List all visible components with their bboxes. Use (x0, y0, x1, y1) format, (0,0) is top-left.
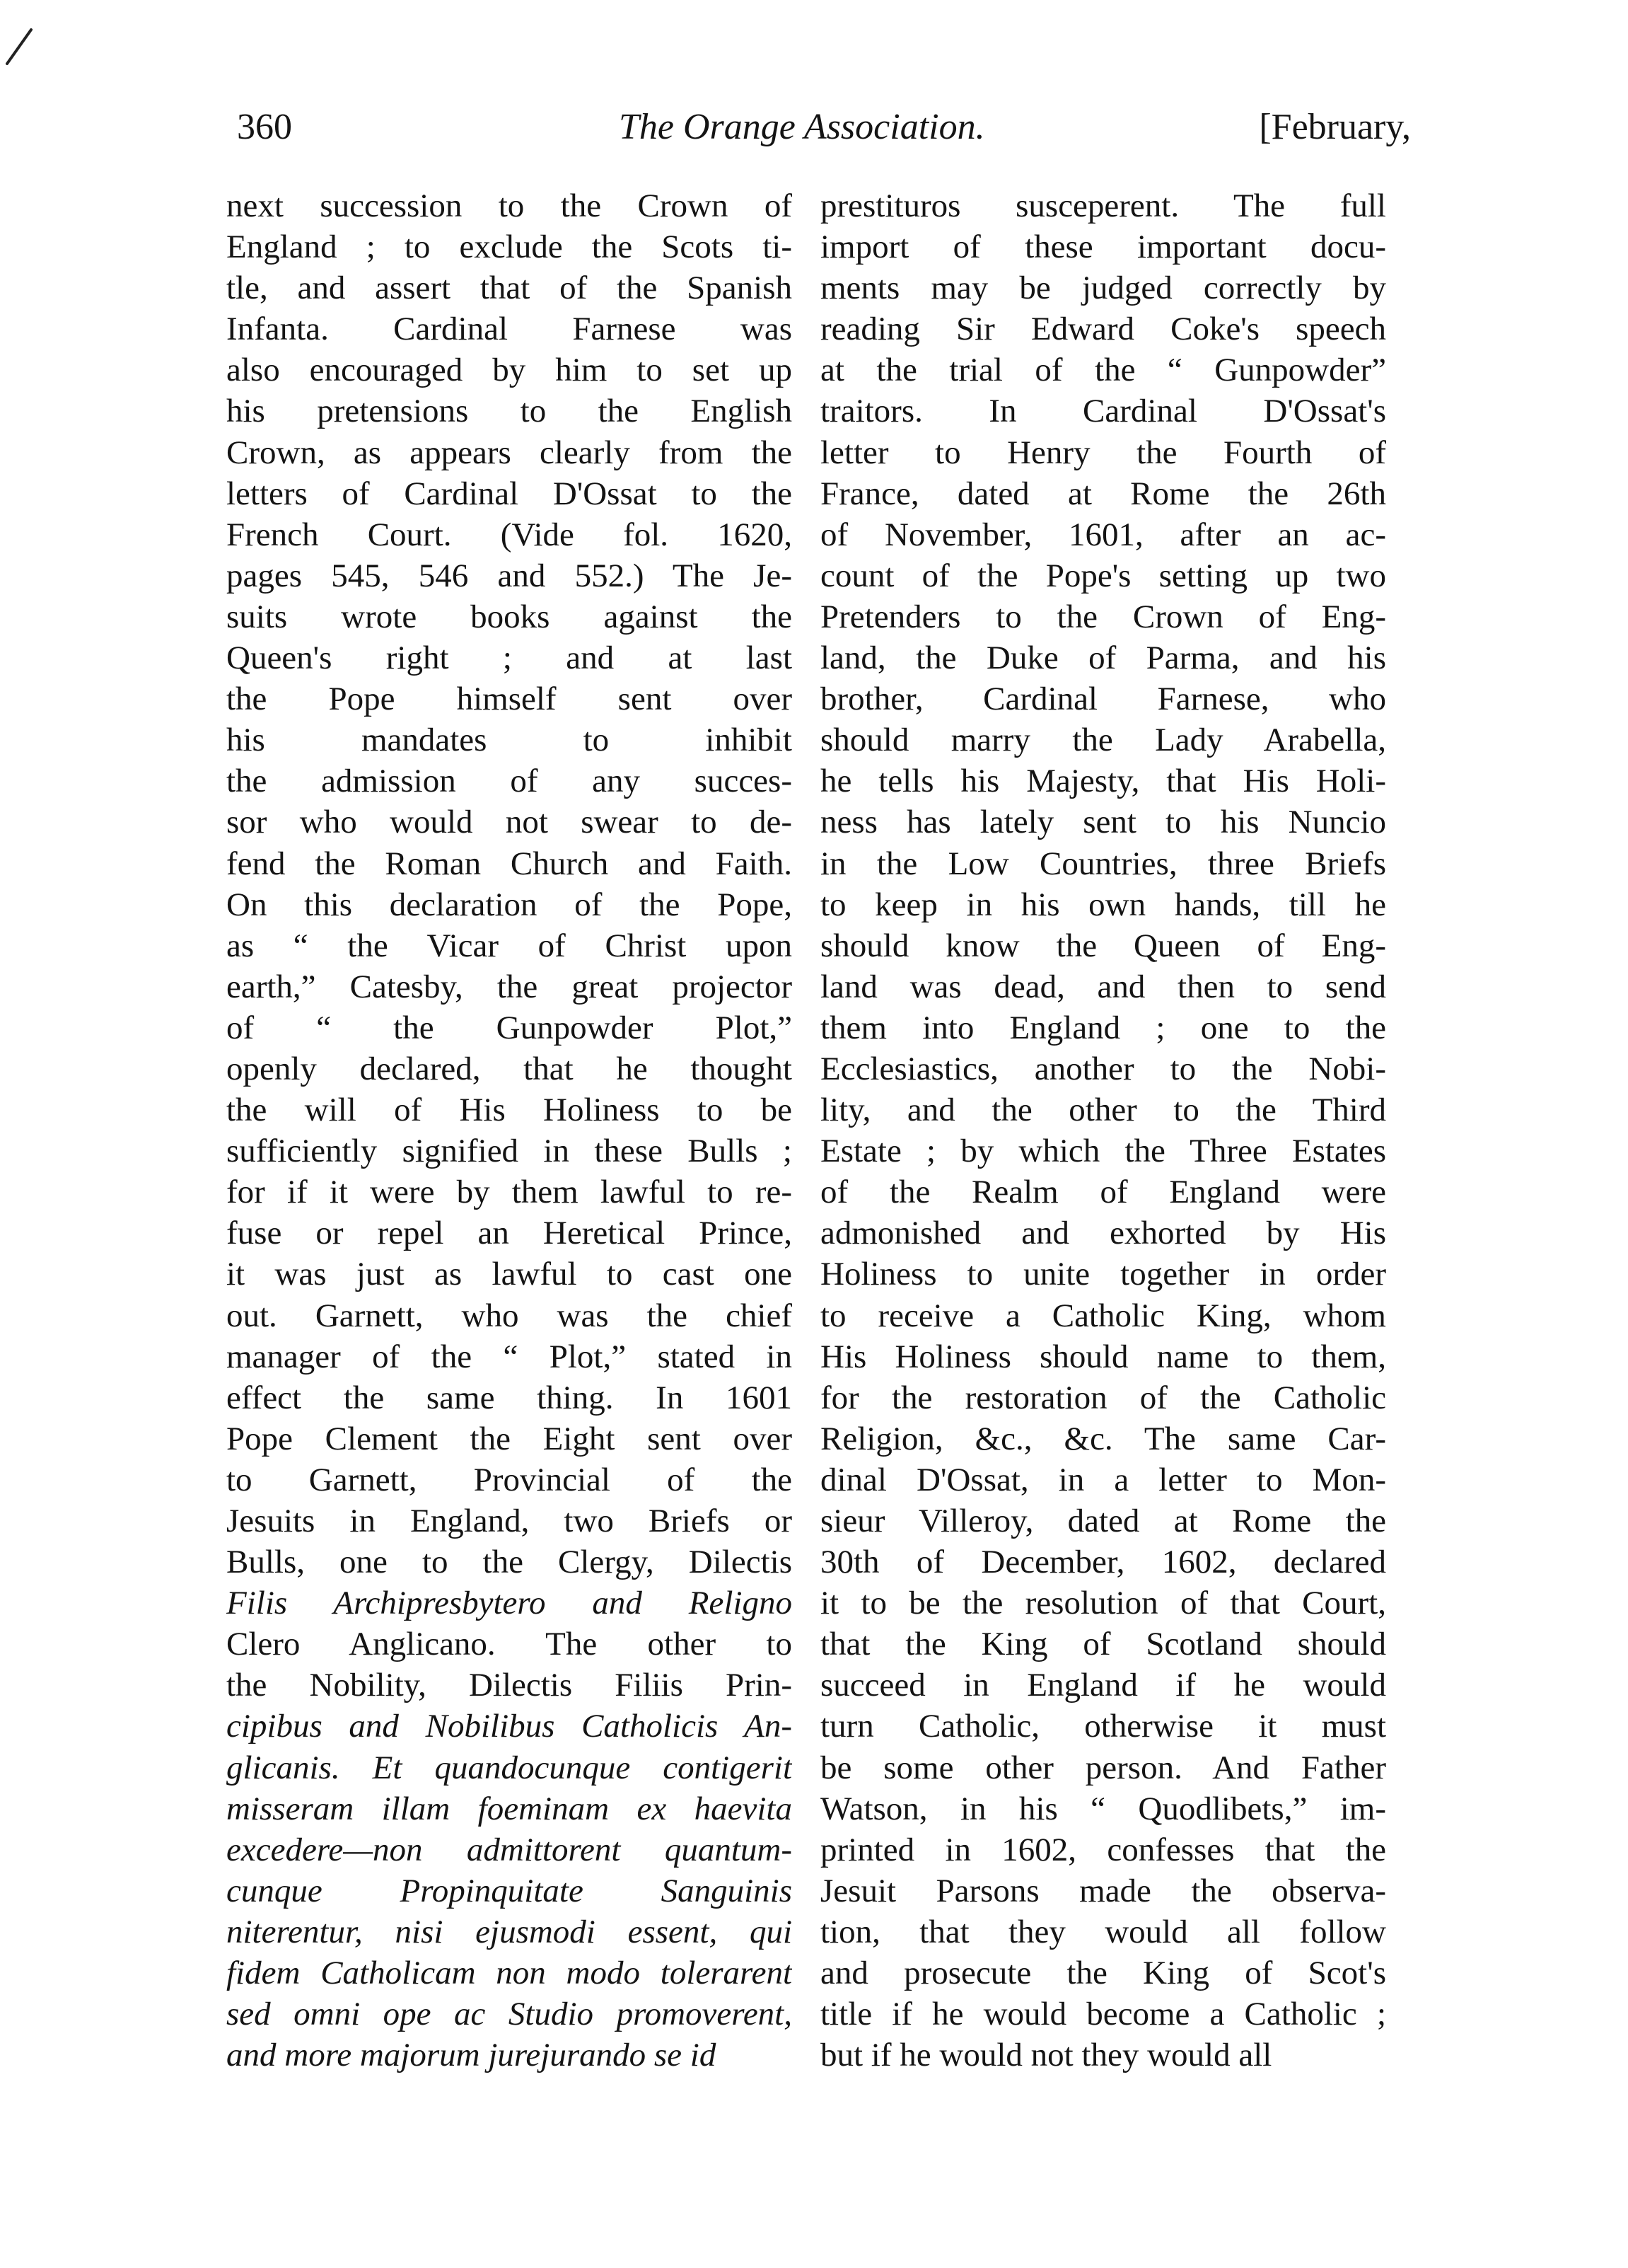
left-column-line: French Court. (Vide fol. 1620, (226, 516, 792, 553)
right-column-line: prestituros susceperent. The full (820, 187, 1386, 224)
left-column-line: excedere—non admittorent quantum- (226, 1831, 792, 1868)
right-column-line: at the trial of the “ Gunpowder” (820, 352, 1386, 389)
pen-stroke-mark (3, 25, 45, 68)
left-column-line: to Garnett, Provincial of the (226, 1461, 792, 1498)
left-column-line: the admission of any succes- (226, 763, 792, 800)
right-column-line: ments may be judged correctly by (820, 270, 1386, 307)
left-column-line: Infanta. Cardinal Farnese was (226, 311, 792, 348)
right-column-line: it to be the resolution of that Court, (820, 1585, 1386, 1622)
page-number: 360 (237, 107, 292, 147)
left-column-line: Queen's right ; and at last (226, 640, 792, 677)
left-column-line: niterentur, nisi ejusmodi essent, qui (226, 1913, 792, 1950)
left-column-line: manager of the “ Plot,” stated in (226, 1338, 792, 1375)
left-column-line: suits wrote books against the (226, 598, 792, 635)
right-column-line: France, dated at Rome the 26th (820, 475, 1386, 512)
right-column-line: Holiness to unite together in order (820, 1256, 1386, 1293)
right-column-line: for the restoration of the Catholic (820, 1379, 1386, 1416)
right-column-line: letter to Henry the Fourth of (820, 434, 1386, 471)
left-column-line: sufficiently signified in these Bulls ; (226, 1133, 792, 1170)
right-column-line: but if he would not they would all (820, 2037, 1272, 2074)
left-column-line: England ; to exclude the Scots ti- (226, 228, 792, 266)
left-column-line: and more majorum jurejurando se id (226, 2037, 716, 2074)
left-column-line: Bulls, one to the Clergy, Dilectis (226, 1544, 792, 1581)
right-column-line: them into England ; one to the (820, 1009, 1386, 1046)
right-column-line: 30th of December, 1602, declared (820, 1544, 1386, 1581)
left-column-line: his pretensions to the English (226, 393, 792, 430)
left-column-line: Jesuits in England, two Briefs or (226, 1503, 792, 1539)
right-column-line: printed in 1602, confesses that the (820, 1831, 1386, 1868)
right-column-line: ness has lately sent to his Nuncio (820, 804, 1386, 841)
right-column-line: and prosecute the King of Scot's (820, 1955, 1386, 1992)
left-column-line: earth,” Catesby, the great projector (226, 968, 792, 1005)
left-column-line: it was just as lawful to cast one (226, 1256, 792, 1293)
right-column-line: turn Catholic, otherwise it must (820, 1708, 1386, 1745)
left-column-line: of “ the Gunpowder Plot,” (226, 1009, 792, 1046)
left-text-column (226, 185, 792, 2076)
right-column-line: reading Sir Edward Coke's speech (820, 311, 1386, 348)
right-column-line: Watson, in his “ Quodlibets,” im- (820, 1790, 1386, 1827)
left-column-line: fend the Roman Church and Faith. (226, 845, 792, 882)
right-column-line: Jesuit Parsons made the observa- (820, 1872, 1386, 1909)
running-header (237, 106, 1411, 163)
left-column-line: fidem Catholicam non modo tolerarent (226, 1955, 792, 1992)
left-column-line: letters of Cardinal D'Ossat to the (226, 475, 792, 512)
header-month: [February, (1259, 107, 1411, 147)
left-column-line: sed omni ope ac Studio promoverent, (226, 1996, 792, 2033)
right-column-line: should know the Queen of Eng- (820, 927, 1386, 964)
left-column-line: effect the same thing. In 1601 (226, 1379, 792, 1416)
left-column-line: sor who would not swear to de- (226, 804, 792, 841)
right-column-line: should marry the Lady Arabella, (820, 722, 1386, 759)
left-column-line: also encouraged by him to set up (226, 352, 792, 389)
left-column-line: On this declaration of the Pope, (226, 886, 792, 923)
right-column-line: to receive a Catholic King, whom (820, 1297, 1386, 1334)
right-column-line: land was dead, and then to send (820, 968, 1386, 1005)
left-column-line: out. Garnett, who was the chief (226, 1297, 792, 1334)
right-column-line: land, the Duke of Parma, and his (820, 640, 1386, 677)
right-column-line: title if he would become a Catholic ; (820, 1996, 1386, 2033)
left-column-line: Filis Archipresbytero and Religno (226, 1585, 792, 1622)
right-column-line: succeed in England if he would (820, 1667, 1386, 1704)
left-column-line: the Nobility, Dilectis Filiis Prin- (226, 1667, 792, 1704)
right-column-line: of November, 1601, after an ac- (820, 516, 1386, 553)
right-column-line: in the Low Countries, three Briefs (820, 845, 1386, 882)
right-column-line: tion, that they would all follow (820, 1913, 1386, 1950)
right-column-line: import of these important docu- (820, 228, 1386, 266)
right-column-line: to keep in his own hands, till he (820, 886, 1386, 923)
left-column-line: openly declared, that he thought (226, 1050, 792, 1087)
left-column-line: cunque Propinquitate Sanguinis (226, 1872, 792, 1909)
left-column-line: the will of His Holiness to be (226, 1092, 792, 1129)
right-column-line: be some other person. And Father (820, 1749, 1386, 1786)
left-column-line: fuse or repel an Heretical Prince, (226, 1215, 792, 1252)
right-column-line: Pretenders to the Crown of Eng- (820, 598, 1386, 635)
right-column-line: traitors. In Cardinal D'Ossat's (820, 393, 1386, 430)
left-column-line: Crown, as appears clearly from the (226, 434, 792, 471)
left-column-line: Clero Anglicano. The other to (226, 1626, 792, 1663)
left-column-line: the Pope himself sent over (226, 681, 792, 718)
left-column-line: as “ the Vicar of Christ upon (226, 927, 792, 964)
right-column-line: count of the Pope's setting up two (820, 557, 1386, 594)
left-column-line: his mandates to inhibit (226, 722, 792, 759)
left-column-line: for if it were by them lawful to re- (226, 1174, 792, 1211)
right-column-line: His Holiness should name to them, (820, 1338, 1386, 1375)
right-column-line: dinal D'Ossat, in a letter to Mon- (820, 1461, 1386, 1498)
right-column-line: lity, and the other to the Third (820, 1092, 1386, 1129)
right-column-line: Religion, &c., &c. The same Car- (820, 1420, 1386, 1457)
left-column-line: tle, and assert that of the Spanish (226, 270, 792, 307)
right-column-line: Ecclesiastics, another to the Nobi- (820, 1050, 1386, 1087)
left-column-line: cipibus and Nobilibus Catholicis An- (226, 1708, 792, 1745)
right-column-line: he tells his Majesty, that His Holi- (820, 763, 1386, 800)
right-column-line: sieur Villeroy, dated at Rome the (820, 1503, 1386, 1539)
right-column-line: that the King of Scotland should (820, 1626, 1386, 1663)
left-column-line: Pope Clement the Eight sent over (226, 1420, 792, 1457)
left-column-line: pages 545, 546 and 552.) The Je- (226, 557, 792, 594)
right-text-column (820, 185, 1386, 2076)
left-column-line: next succession to the Crown of (226, 187, 792, 224)
left-column-line: misseram illam foeminam ex haevita (226, 1790, 792, 1827)
left-column-line: glicanis. Et quandocunque contigerit (226, 1749, 792, 1786)
running-title: The Orange Association. (619, 107, 985, 147)
right-column-line: admonished and exhorted by His (820, 1215, 1386, 1252)
right-column-line: Estate ; by which the Three Estates (820, 1133, 1386, 1170)
right-column-line: brother, Cardinal Farnese, who (820, 681, 1386, 718)
right-column-line: of the Realm of England were (820, 1174, 1386, 1211)
